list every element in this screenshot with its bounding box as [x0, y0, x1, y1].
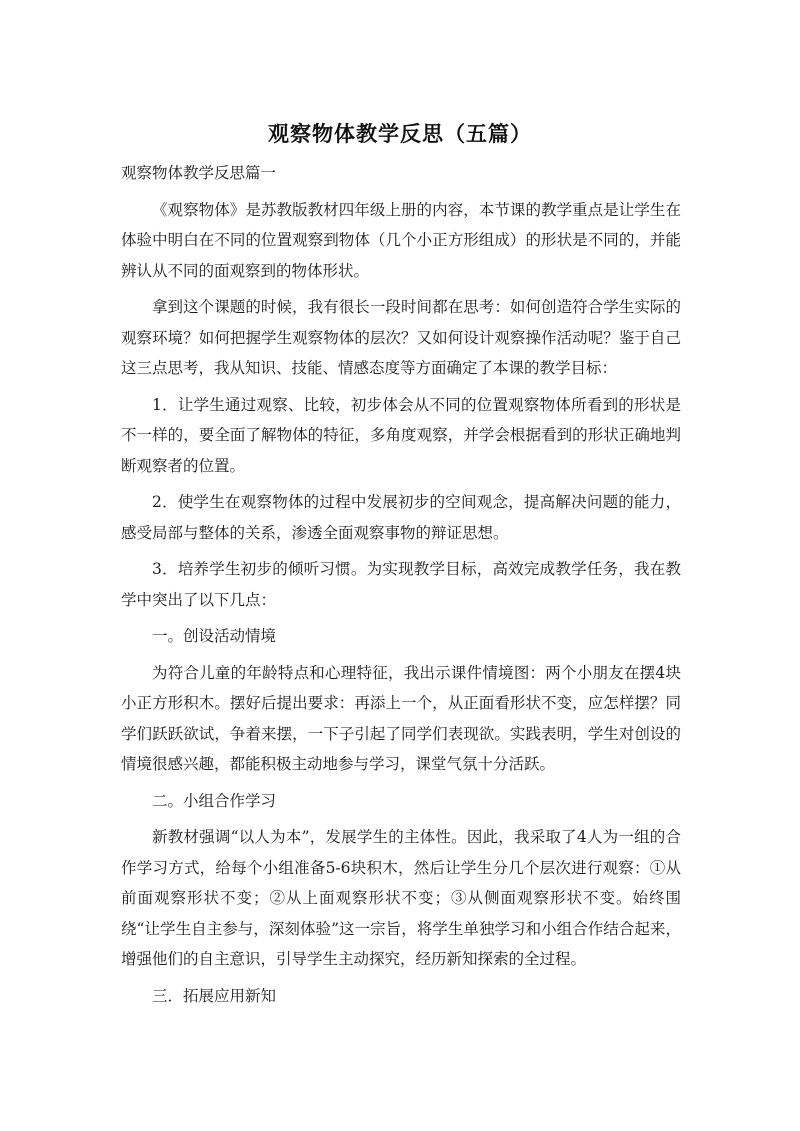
subheading: 一。创设活动情境 [152, 627, 277, 645]
paragraph: 为符合儿童的年龄特点和心理特征，我出示课件情境图：两个小朋友在摆4块小正方形积木。摆好后提出要求：再添上一个，从正面看形状不变，应怎样摆？同学们跃跃欲试，争着来摆，一下子引起了同学们表现欲。实践表明，学生对创设的情境很感兴趣，都能积极主动地参与学习，课堂气氛十分活跃。 [121, 663, 681, 773]
paragraph: 新教材强调“以人为本”，发展学生的主体性。因此，我采取了4人为一组的合作学习方式，给每个小组准备5-6块积木，然后让学生分几个层次进行观察：①从前面观察形状不变；②从上面观察形状不变；③从侧面观察形状不变。始终围绕“让学生自主参与，深刻体验”这一宗旨，将学生单独学习和小组合作结合起来，增强他们的自主意识，引导学生主动探究，经历新知探索的全过程。 [121, 828, 681, 968]
subheading: 三．拓展应用新知 [152, 986, 277, 1005]
section-heading: 观察物体教学反思篇一 [121, 164, 277, 182]
paragraph: 3．培养学生初步的倾听习惯。为实现教学目标，高效完成教学任务，我在教学中突出了以下几点： [121, 560, 681, 609]
document-body [121, 158, 681, 1017]
subheading: 二。小组合作学习 [152, 791, 277, 810]
paragraph: 2．使学生在观察物体的过程中发展初步的空间观念，提高解决问题的能力，感受局部与整体的关系，渗透全面观察事物的辩证思想。 [121, 493, 681, 542]
paragraph: 《观察物体》是苏教版教材四年级上册的内容，本节课的教学重点是让学生在体验中明白在不同的位置观察到物体（几个小正方形组成）的形状是不同的，并能辨认从不同的面观察到的物体形状。 [121, 200, 681, 280]
paragraph: 拿到这个课题的时候，我有很长一段时间都在思考：如何创造符合学生实际的观察环境？如何把握学生观察物体的层次？又如何设计观察操作活动呢？鉴于自己这三点思考，我从知识、技能、情感态度等方面确定了本课的教学目标： [121, 298, 681, 377]
paragraph: 1．让学生通过观察、比较，初步体会从不同的位置观察物体所看到的形状是不一样的，要全面了解物体的特征，多角度观察，并学会根据看到的形状正确地判断观察者的位置。 [121, 395, 681, 475]
document-title: 观察物体教学反思（五篇） [268, 122, 532, 146]
